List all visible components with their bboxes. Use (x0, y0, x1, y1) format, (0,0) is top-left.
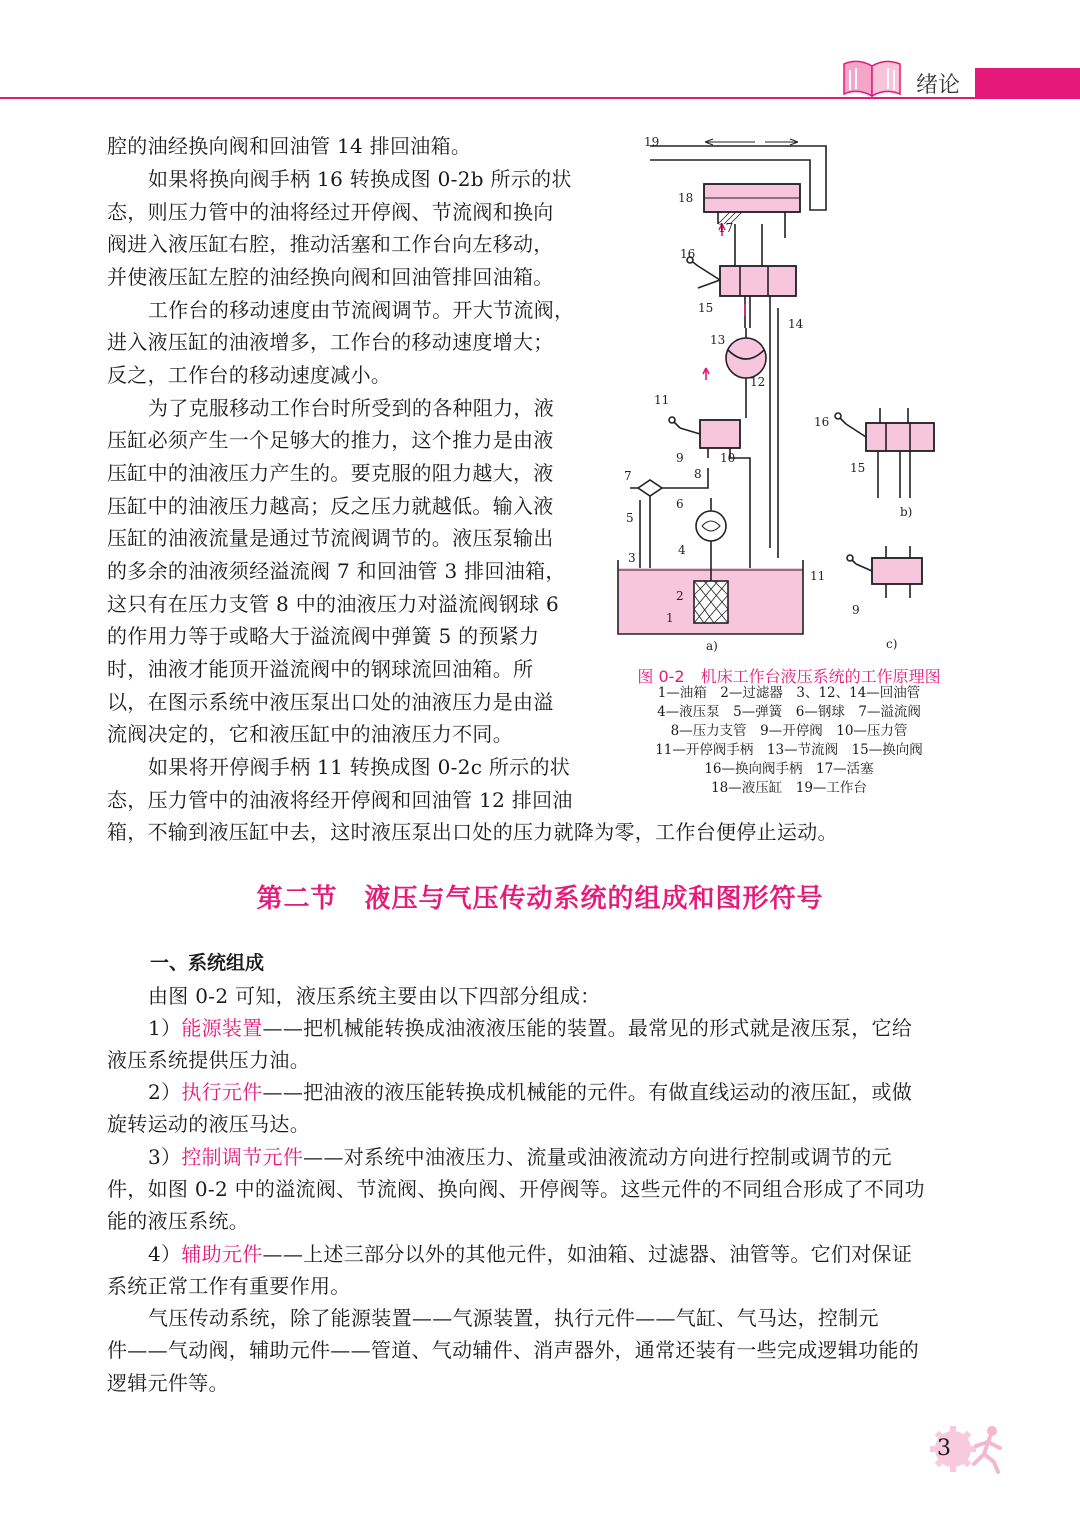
legend-line: 4—液压泵 5—弹簧 6—钢球 7—溢流阀 (657, 704, 921, 720)
legend-line: 1—油箱 2—过滤器 3、12、14—回油管 (657, 685, 921, 701)
label-1: 1 (666, 611, 674, 625)
legend-line: 11—开停阀手柄 13—节流阀 15—换向阀 (655, 742, 923, 758)
text-line: 件——气动阀，辅助元件——管道、气动辅件、消声器外，通常还装有一些完成逻辑功能的 (107, 1338, 919, 1362)
legend-line: 18—液压缸 19—工作台 (711, 780, 867, 796)
list-item-3 (148, 1141, 892, 1174)
text-line: 箱，不输到液压缸中去，这时液压泵出口处的压力就降为零，工作台便停止运动。 (107, 820, 838, 844)
text-line: 态，则压力管中的油将经过开停阀、节流阀和换向 (107, 200, 554, 224)
term-actuator: 执行元件 (181, 1080, 263, 1104)
list-num: 3） (148, 1145, 182, 1169)
text-line: 腔的油经换向阀和回油管 14 排回油箱。 (107, 134, 472, 158)
list-item-4 (148, 1238, 912, 1271)
list-num: 2） (148, 1080, 182, 1104)
label-4: 4 (678, 543, 686, 557)
label-2: 2 (676, 589, 684, 603)
book-icon (842, 58, 902, 98)
hydraulic-pump (696, 511, 726, 541)
text-line: 压缸中的油液压力产生的。要克服的阻力越大，液 (107, 461, 554, 485)
page-number: 3 (937, 1436, 951, 1461)
label-15: 15 (698, 301, 714, 315)
text-line: 流阀决定的，它和液压缸中的油液压力不同。 (107, 722, 513, 746)
text-line: 压缸必须产生一个足够大的推力，这个推力是由液 (107, 428, 554, 452)
text-line: 如果将换向阀手柄 16 转换成图 0-2b 所示的状 (148, 167, 572, 191)
text-line: 压缸的油液流量是通过节流阀调节的。液压泵输出 (107, 526, 554, 550)
list-num: 1） (148, 1016, 182, 1040)
figure-caption: 图 0-2 机床工作台液压系统的工作原理图 (637, 667, 941, 686)
label-7: 7 (624, 469, 632, 483)
label-9: 9 (676, 451, 684, 465)
label-6: 6 (676, 497, 684, 511)
label-16: 16 (680, 247, 696, 261)
text-line: 件，如图 0-2 中的溢流阀、节流阀、换向阀、开停阀等。这些元件的不同组合形成了不同功 (107, 1177, 925, 1201)
subsection-heading: 一、系统组成 (150, 952, 265, 974)
header-accent-bar (975, 68, 1080, 98)
hydraulic-diagram (610, 128, 970, 658)
term-auxiliary-element: 辅助元件 (181, 1242, 263, 1266)
text-line: 逻辑元件等。 (107, 1371, 229, 1395)
text-line: 以，在图示系统中液压泵出口处的油液压力是由溢 (107, 690, 554, 714)
text-line: 工作台的移动速度由节流阀调节。开大节流阀， (148, 298, 575, 322)
label-sub-b: b) (900, 505, 913, 519)
label-11: 11 (654, 393, 670, 407)
text-line: 能的液压系统。 (107, 1209, 250, 1233)
text-line: 为了克服移动工作台时所受到的各种阻力，液 (148, 396, 554, 420)
list-text: ——把机械能转换成油液液压能的装置。最常见的形式就是液压泵，它给 (262, 1016, 913, 1040)
label-5: 5 (626, 511, 634, 525)
text-line: 由图 0-2 可知，液压系统主要由以下四部分组成： (148, 984, 601, 1008)
text-line: 旋转运动的液压马达。 (107, 1112, 310, 1136)
list-text: ——把油液的液压能转换成机械能的元件。有做直线运动的液压缸，或做 (262, 1080, 913, 1104)
chapter-title: 绪论 (916, 73, 961, 98)
text-line: 这只有在压力支管 8 中的油液压力对溢流阀钢球 6 (107, 592, 560, 616)
label-12: 12 (750, 375, 766, 389)
text-line: 阀进入液压缸右腔，推动活塞和工作台向左移动， (107, 232, 554, 256)
label-17: 17 (718, 221, 734, 235)
legend-line: 16—换向阀手柄 17—活塞 (704, 761, 874, 777)
list-text: ——对系统中油液压力、流量或油液流动方向进行控制或调节的元 (303, 1145, 892, 1169)
label-sub-a: a) (706, 639, 718, 653)
label-19: 19 (644, 135, 660, 149)
term-energy-device: 能源装置 (181, 1016, 263, 1040)
section-title: 第二节 液压与气压传动系统的组成和图形符号 (256, 884, 824, 914)
label-10: 10 (720, 451, 736, 465)
label-sub-c: c) (886, 637, 898, 651)
label-14: 14 (788, 317, 804, 331)
runner-icon (968, 1424, 1008, 1474)
throttle-valve (726, 338, 766, 378)
label-b16: 16 (814, 415, 830, 429)
label-18: 18 (678, 191, 694, 205)
label-c9: 9 (852, 603, 860, 617)
text-line: 液压系统提供压力油。 (107, 1048, 310, 1072)
stop-valve (700, 420, 740, 448)
text-line: 系统正常工作有重要作用。 (107, 1274, 351, 1298)
label-b15: 15 (850, 461, 866, 475)
label-8: 8 (694, 467, 702, 481)
list-item-1 (148, 1012, 912, 1045)
directional-valve (720, 266, 796, 296)
list-num: 4） (148, 1242, 182, 1266)
legend-line: 8—压力支管 9—开停阀 10—压力管 (670, 723, 908, 739)
text-line: 的作用力等于或略大于溢流阀中弹簧 5 的预紧力 (107, 624, 540, 648)
text-line: 并使液压缸左腔的油经换向阀和回油管排回油箱。 (107, 265, 554, 289)
label-c11: 11 (810, 569, 826, 583)
text-line: 时，油液才能顶开溢流阀中的钢球流回油箱。所 (107, 657, 534, 681)
list-item-2 (148, 1076, 912, 1109)
text-line: 进入液压缸的油液增多，工作台的移动速度增大； (107, 330, 554, 354)
list-text: ——上述三部分以外的其他元件，如油箱、过滤器、油管等。它们对保证 (262, 1242, 913, 1266)
label-3: 3 (628, 551, 636, 565)
text-line: 如果将开停阀手柄 11 转换成图 0-2c 所示的状 (148, 755, 571, 779)
text-line: 的多余的油液须经溢流阀 7 和回油管 3 排回油箱， (107, 559, 566, 583)
text-line: 态，压力管中的油液将经开停阀和回油管 12 排回油 (107, 788, 573, 812)
label-13: 13 (710, 333, 726, 347)
text-line: 反之，工作台的移动速度减小。 (107, 363, 392, 387)
text-line: 压缸中的油液压力越高；反之压力就越低。输入液 (107, 494, 554, 518)
text-line: 气压传动系统，除了能源装置——气源装置，执行元件——气缸、气马达，控制元 (148, 1306, 879, 1330)
term-control-element: 控制调节元件 (181, 1145, 304, 1169)
